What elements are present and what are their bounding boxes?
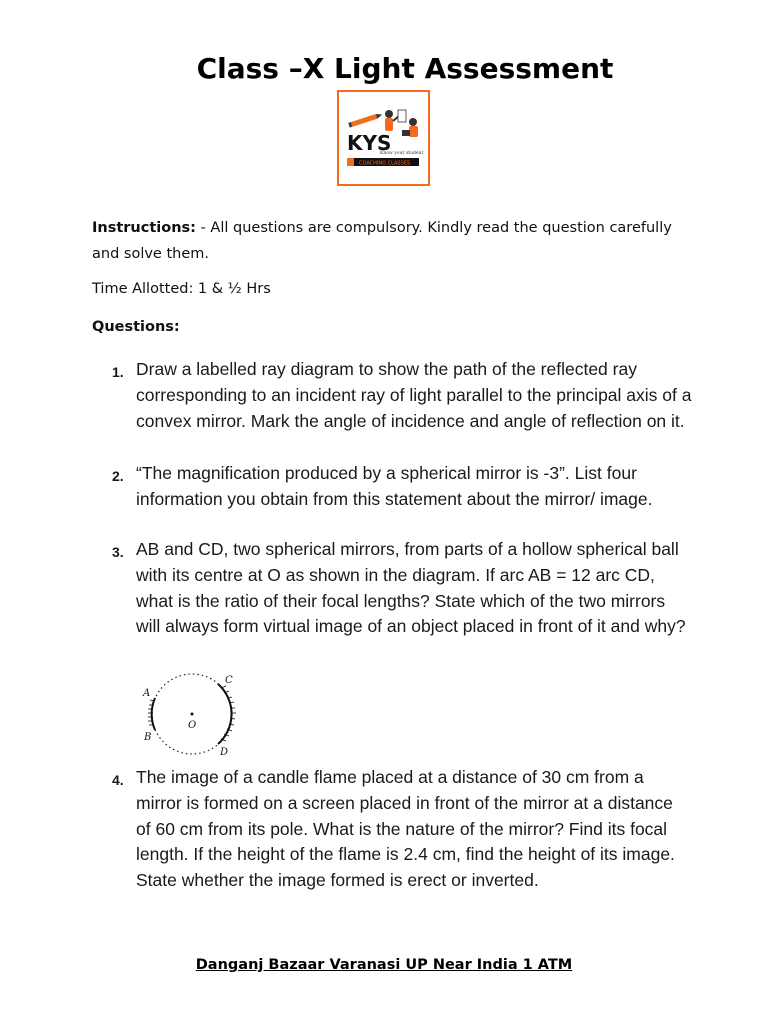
question-text: The image of a candle flame placed at a distance of 30 cm from a mirror is formed on a screen placed in front of the mirror at a distance of 60 cm from its pole. What is the nature of the mirror? Find its focal length. If the height of the flame is 2.4 cm, find the height of its image. State whether the image formed is erect or inverted.: [136, 767, 675, 891]
question-item: [112, 765, 692, 894]
label-o: O: [188, 720, 197, 731]
question-item: [112, 537, 692, 640]
label-c: C: [225, 675, 233, 686]
instructions-label: Instructions:: [92, 220, 196, 236]
kys-logo-graphic: [339, 92, 428, 184]
spherical-mirrors-diagram: [138, 668, 258, 764]
footer-address: Danganj Bazaar Varanasi UP Near India 1 ATM: [195, 957, 573, 973]
question-text: “The magnification produced by a spherical mirror is -3”. List four information you obtain from this statement about the mirror/ image.: [136, 463, 653, 509]
label-b: B: [144, 732, 152, 743]
question-number: 2.: [112, 468, 124, 484]
question-number: 4.: [112, 772, 124, 788]
questions-heading: Questions:: [92, 319, 180, 335]
time-allotted: Time Allotted: 1 & ½ Hrs: [92, 281, 271, 297]
question-item: [112, 357, 692, 434]
question-number: 3.: [112, 544, 124, 560]
logo-tagline: Know your student: [380, 151, 424, 156]
question-text: Draw a labelled ray diagram to show the path of the reflected ray corresponding to an incident ray of light parallel to the principal axis of a convex mirror. Mark the angle of incidence and angle of reflection on it.: [136, 359, 692, 431]
label-a: A: [143, 688, 151, 699]
question-text: AB and CD, two spherical mirrors, from parts of a hollow spherical ball with its centre at O as shown in the diagram. If arc AB = 12 arc CD, what is the ratio of their focal lengths? State which of the two mirrors will always form virtual image of an object placed in front of it and why?: [136, 539, 686, 637]
instructions-text: - All questions are compulsory. Kindly read the question carefully and solve them.: [92, 220, 672, 262]
logo-banner-text: COACHING CLASSES: [359, 160, 411, 167]
page-title: Class –X Light Assessment: [196, 52, 614, 85]
question-item: [112, 461, 692, 513]
label-d: D: [220, 747, 229, 758]
question-number: 1.: [112, 364, 124, 380]
logo: [337, 90, 430, 186]
logo-main-text: KYS: [347, 131, 392, 155]
instructions: [92, 215, 692, 267]
